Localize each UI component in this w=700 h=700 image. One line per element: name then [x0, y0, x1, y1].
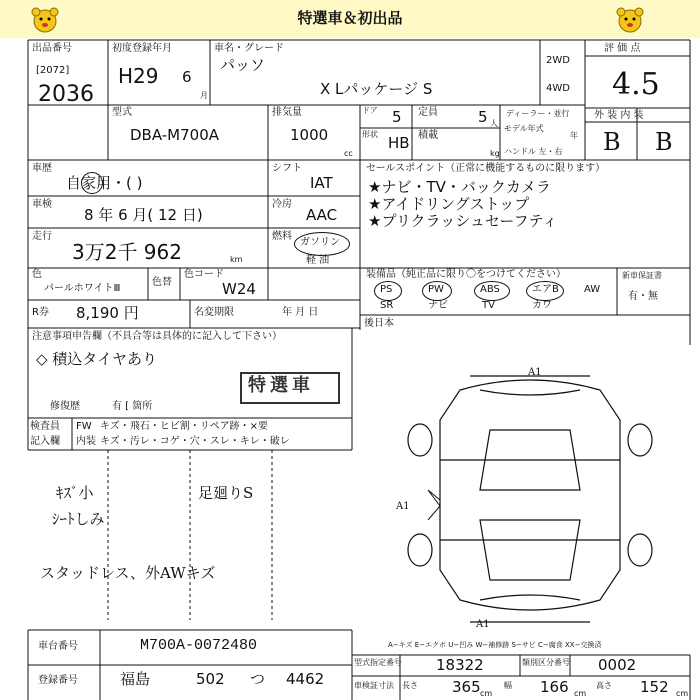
rear-seat-label: 後日本 — [364, 318, 394, 329]
spec-no-value: 18322 — [436, 656, 484, 674]
inspection-label: 車検 — [32, 199, 52, 210]
model-year-unit: 年 — [570, 131, 578, 140]
dims-height-unit: cm — [676, 689, 689, 698]
model-name: パッソ — [220, 56, 266, 74]
sales-point-2: ★アイドリングストップ — [368, 195, 530, 213]
damage-mark-top: A1 — [528, 367, 542, 378]
type-label: 型式 — [112, 107, 132, 118]
damage-mark-bottom: A1 — [476, 619, 490, 630]
fuel-gasoline: ガソリン — [300, 237, 340, 248]
dims-width-label: 幅 — [504, 681, 512, 690]
repair-label: 修復歴 — [50, 401, 80, 412]
plate-kana: つ — [250, 670, 266, 688]
hand-note-b: ｼｰﾄしみ — [52, 510, 105, 528]
capacity-unit: 人 — [490, 119, 498, 128]
load-label: 積載 — [418, 130, 438, 141]
warranty-label: 新車保証書 — [622, 271, 662, 280]
check-row2: キズ・汚レ・コゲ・穴・スレ・キレ・破レ — [100, 436, 290, 447]
doors-value: 5 — [392, 108, 402, 126]
fuel-diesel: 軽 油 — [306, 255, 330, 266]
ext-int-label: 外 装 内 装 — [594, 110, 644, 121]
shift-value: IAT — [310, 174, 333, 192]
name-change-value: 年 月 日 — [282, 307, 319, 318]
notes-label: 注意事項申告欄（不具合等は具体的に記入して下さい） — [32, 331, 282, 342]
dims-height: 152 — [640, 678, 669, 696]
recycle-value: 8,190 円 — [76, 304, 139, 322]
sales-point-3: ★プリクラッシュセーフティ — [368, 212, 558, 230]
check-label-2: 記入欄 — [30, 436, 60, 447]
displacement-label: 排気量 — [272, 107, 302, 118]
check-row2-key: 内装 — [76, 436, 96, 447]
check-row1: キズ・飛石・ヒビ割・リペア跡・×要 — [100, 421, 268, 432]
repair-value: 有 [ 箇所 — [112, 401, 153, 412]
equip-ps: PS — [380, 284, 393, 295]
dims-length: 365 — [452, 678, 481, 696]
spec-no-label: 型式指定番号 — [354, 658, 402, 667]
mileage-unit: km — [230, 255, 243, 264]
drive-2wd: 2WD — [546, 55, 570, 66]
load-unit: kg — [490, 149, 500, 158]
hand-note-a: ｷｽﾞ小 — [56, 484, 94, 502]
damage-legend: A−キズ E−エクボ U−凹み W−補修跡 S−サビ C−腐食 XX−交換済 — [388, 641, 602, 649]
dealer-label: ディーラー・並行 — [506, 109, 570, 118]
warranty-value: 有・無 — [628, 291, 658, 302]
mileage-value: 3万2千 962 — [72, 240, 182, 264]
chassis-value: M700A-0072480 — [140, 637, 258, 654]
shape-label: 形状 — [362, 130, 378, 139]
color-code-label: 色コード — [184, 269, 224, 280]
dims-width: 166 — [540, 678, 569, 696]
car-damage-diagram — [380, 360, 680, 640]
score-value: 4.5 — [612, 67, 660, 102]
check-label-1: 検査員 — [30, 421, 60, 432]
mileage-label: 走行 — [32, 231, 52, 242]
sales-point-1: ★ナビ・TV・バックカメラ — [368, 178, 551, 196]
listing-number: 2036 — [38, 82, 94, 107]
private-use-circle — [81, 172, 103, 194]
name-change-label: 名変期限 — [194, 307, 234, 318]
exterior-grade: B — [603, 128, 621, 156]
score-label: 評 価 点 — [604, 43, 641, 54]
banner-title: 特選車＆初出品 — [297, 9, 403, 27]
chassis-label: 車台番号 — [38, 641, 78, 652]
dims-label: 車検証寸法 — [354, 681, 394, 690]
dims-height-label: 高さ — [596, 681, 612, 690]
interior-grade: B — [655, 128, 673, 156]
model-year-label: モデル年式 — [504, 124, 544, 133]
equip-airbag-circle — [526, 281, 564, 301]
plate-number: 4462 — [286, 670, 325, 688]
first-reg-label: 初度登録年月 — [112, 43, 172, 54]
model-label: 車名・グレード — [214, 43, 284, 54]
equip-airbag: エアB — [532, 284, 559, 295]
ac-value: AAC — [306, 206, 338, 224]
color-swap-label: 色替 — [152, 277, 172, 288]
doors-label: ドア — [362, 106, 378, 115]
handle-label: ハンドル 左・右 — [504, 147, 563, 156]
sales-points-label: セールスポイント（正常に機能するものに限ります） — [366, 163, 606, 174]
equipment-label: 装備品（純正品に限り〇をつけてください） — [366, 269, 566, 280]
equip-pw: PW — [428, 284, 444, 295]
drive-4wd: 4WD — [546, 83, 570, 94]
capacity-label: 定員 — [418, 107, 438, 118]
model-grade: X Lパッケージ S — [320, 80, 433, 98]
capacity-value: 5 — [478, 108, 488, 126]
notes-content: ◇ 積込タイヤあり — [36, 350, 158, 368]
equip-sr: SR — [380, 300, 394, 311]
displacement-value: 1000 — [290, 126, 329, 144]
special-stamp-text: 特選車 — [248, 375, 314, 396]
damage-mark-left: A1 — [396, 501, 410, 512]
hand-note-c: 足廻りS — [198, 484, 254, 502]
history-value: 自家用・( ) — [66, 174, 143, 192]
class-no-value: 0002 — [598, 656, 637, 674]
equip-aw: AW — [584, 284, 601, 295]
dims-length-unit: cm — [480, 689, 493, 698]
listing-subnumber: [2072] — [36, 65, 70, 76]
equip-abs: ABS — [480, 284, 500, 295]
dims-width-unit: cm — [574, 689, 587, 698]
dims-length-label: 長さ — [402, 681, 418, 690]
equip-abs-circle — [474, 281, 510, 301]
displacement-unit: cc — [344, 149, 353, 158]
color-value: パールホワイトⅢ — [44, 283, 121, 294]
fuel-gasoline-circle — [294, 232, 350, 256]
plate-label: 登録番号 — [38, 675, 78, 686]
class-no-label: 類別区分番号 — [522, 658, 570, 667]
equip-ps-circle — [374, 281, 402, 301]
history-label: 車歴 — [32, 163, 52, 174]
color-code: W24 — [222, 280, 256, 298]
fuel-label: 燃料 — [272, 231, 292, 242]
listing-label: 出品番号 — [32, 43, 72, 54]
equip-navi: ナビ — [428, 300, 448, 311]
plate-region: 福島 — [120, 670, 151, 688]
hand-note-d: スタッドレス、外AWキズ — [40, 564, 216, 582]
inspection-value: 8 年 6 月( 12 日) — [84, 206, 203, 224]
check-row1-key: FW — [76, 421, 92, 432]
recycle-label: R券 — [32, 307, 49, 318]
type-value: DBA-M700A — [130, 126, 220, 144]
shift-label: シフト — [272, 163, 302, 174]
color-label: 色 — [32, 269, 42, 280]
first-reg-month-unit: 月 — [200, 91, 208, 100]
equip-tv: TV — [482, 300, 495, 311]
first-reg-year: H29 — [118, 64, 159, 88]
shape-value: HB — [388, 134, 410, 152]
ac-label: 冷房 — [272, 199, 292, 210]
first-reg-month: 6 — [182, 68, 192, 86]
plate-class: 502 — [196, 670, 225, 688]
equip-pw-circle — [422, 281, 452, 301]
equip-leather: カワ — [532, 300, 552, 311]
